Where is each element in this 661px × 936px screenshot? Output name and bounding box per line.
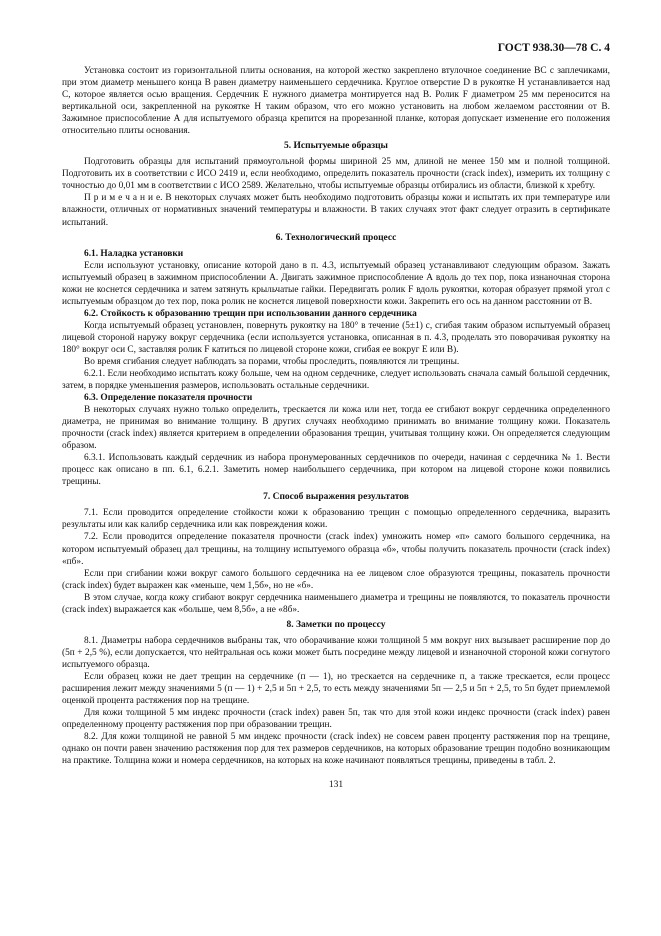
page-number: 131 xyxy=(328,780,344,791)
subsection-6-1-paragraph: Если используют установку, описание которой дано в п. 4.3, испытуемый образец устанавливают следующим образом. Зажать испытуемый образец в зажимном приспособлении А. Двигать зажимное приспособление А вдоль до тех пор, пока изнаночная сторона кожи не коснется сердечника и затем затянуть крыльчатые гайки. Передвигать ролик F вдоль рукоятки, которая образует прямой угол с испытуемым образцом до тех пор, пока ролик не коснется лицевой поверхности кожи. Закрепить его ось на данном расстоянии от В. xyxy=(62,260,610,307)
subsection-6-3-title: 6.3. Определение показателя прочности xyxy=(84,393,253,404)
section-7-paragraph-4: В этом случае, когда кожу сгибают вокруг сердечника наименьшего диаметра и трещины не появляются, то показатель прочности (crack index) выражается как «больше, чем 8,5б», а не «8б». xyxy=(62,592,610,615)
section-8-paragraph-2: Если образец кожи не дает трещин на сердечнике (п — 1), но трескается на сердечнике п, а также трескается, если процесс расширения лежит между значениями 5 (п — 1) + 2,5 и 5п + 2,5, то есть между значениями 5п — 2,5 и 5п + 2,5, то 5п будет приемлемой оценкой процента растяжения пор на трещине. xyxy=(62,671,610,707)
page-header: ГОСТ 938.30—78 С. 4 xyxy=(497,42,610,54)
subsection-6-3-paragraph: В некоторых случаях нужно только определить, трескается ли кожа или нет, тогда ее сгибают вокруг сердечника определенного диаметра, не принимая во внимание толщину. В других случаях необходимо принимать во внимание толщину кожи. Показатель прочности (crack index) является критерием в определении образования трещин, учитывая толщину кожи. Он определяется следующим образом. xyxy=(62,405,610,452)
section-8-paragraph-1: 8.1. Диаметры набора сердечников выбраны так, что оборачивание кожи толщиной 5 мм вокруг них вызывает расширение пор до (5п + 2,5 %), если допускается, что нейтральная ось кожи может быть посредине между лицевой и изнаночной стороной кожи согнутого испытуемого образца. xyxy=(62,635,610,670)
section-7-paragraph-2: 7.2. Если проводится определение показателя прочности (crack index) умножить номер «п» самого большого сердечника, на котором испытуемый образец дал трещины, на толщину испытуемого образца «б», чтобы получить показатель прочности (crack index) «пб». xyxy=(62,532,610,567)
section-7-paragraph-1: 7.1. Если проводится определение стойкости кожи к образованию трещин с помощью определенного сердечника, выразить результаты или как калибр сердечника или как повреждения кожи. xyxy=(62,508,610,531)
section-6-title: 6. Технологический процесс xyxy=(275,232,397,243)
intro-paragraph: Установка состоит из горизонтальной плиты основания, на которой жестко закреплено втулочное соединение ВС с заплечиками, при этом диаметр меньшего конца В равен диаметру наименьшего сердечника. Круглое отверстие D в рукоятке Н устанавливается над С, которое является осью вращения. Сердечник Е нужного диаметра монтируется над В. Ролик F диаметром 25 мм переносится на вертикальной оси, закрепленной на рукоятке Н таким образом, что его можно установить на любом желаемом расстоянии от В. Зажимное приспособление А для испытуемого образца крепится на прорезанной планке, которая допускает изменение его положения относительно плиты основания. xyxy=(62,66,610,137)
subsection-6-1-title: 6.1. Наладка установки xyxy=(84,248,184,259)
section-5-title: 5. Испытуемые образцы xyxy=(284,141,388,152)
section-7-paragraph-3: Если при сгибании кожи вокруг самого большого сердечника на ее лицевом слое образуются трещины, показатель прочности (crack index) будет выражен как «меньше, чем 1,5б», но не «б». xyxy=(62,568,610,591)
section-8-title: 8. Заметки по процессу xyxy=(286,619,386,630)
document-page xyxy=(62,42,610,790)
subsection-6-2-title: 6.2. Стойкость к образованию трещин при использовании данного сердечника xyxy=(84,308,417,319)
section-5-paragraph-1: Подготовить образцы для испытаний прямоугольной формы шириной 25 мм, длиной не менее 150 мм и полной толщиной. Подготовить их в соответствии с ИСО 2419 и, если необходимо, определить показатель прочности (crack index), измерить их толщину с точностью до 0,01 мм в соответствии с ИСО 2589. Желательно, чтобы испытуемые образцы отбирались из области, близкой к хребту. xyxy=(62,157,610,192)
subsection-6-2-paragraph-1: Когда испытуемый образец установлен, повернуть рукоятку на 180° в течение (5±1) с, сгибая таким образом испытуемый образец лицевой стороной наружу вокруг сердечника (если используется установка, описанная в п. 4.3, проделать это поворачивая рукоятку на 180° вокруг оси С, заставляя ролик F катиться по лицевой стороне кожи, сгибая ее вокруг Е или В). xyxy=(62,320,610,355)
subsection-6-2-paragraph-2: Во время сгибания следует наблюдать за порами, чтобы проследить, появляются ли трещины. xyxy=(84,356,460,367)
section-8-paragraph-3: Для кожи толщиной 5 мм индекс прочности (crack index) равен 5п, так что для этой кожи индекс прочности (crack index) равен определенному проценту растяжения пор при образовании трещин. xyxy=(62,708,610,731)
subsection-6-3-1-paragraph: 6.3.1. Использовать каждый сердечник из набора пронумерованных сердечников по очереди, начиная с сердечника № 1. Вести процесс как описано в пп. 6.1, 6.2.1. Заметить номер наибольшего сердечника, при котором на лицевой стороне кожи появились трещины. xyxy=(62,453,610,488)
subsection-6-2-1-paragraph: 6.2.1. Если необходимо испытать кожу больше, чем на одном сердечнике, следует использовать сначала самый большой сердечник, затем, в порядке уменьшения размеров, использовать остальные сердечники. xyxy=(62,368,610,391)
section-7-title: 7. Способ выражения результатов xyxy=(263,492,409,503)
section-5-note: П р и м е ч а н и е. В некоторых случаях может быть необходимо подготовить образцы кожи и испытать их при температуре или влажности, отличных от нормативных значений температуры и влажности. В таких случаях этот факт следует отразить в сертификате испытаний. xyxy=(62,193,610,228)
section-8-paragraph-4: 8.2. Для кожи толщиной не равной 5 мм индекс прочности (crack index) не совсем равен проценту растяжения пор на трещине, однако он почти равен значению растяжения пор для тех размеров сердечников, на которых образование трещин подобно возникающим на практике. Толщина кожи и номера сердечников, на которых на коже начинают появляться трещины, приведены в табл. 2. xyxy=(62,732,610,767)
